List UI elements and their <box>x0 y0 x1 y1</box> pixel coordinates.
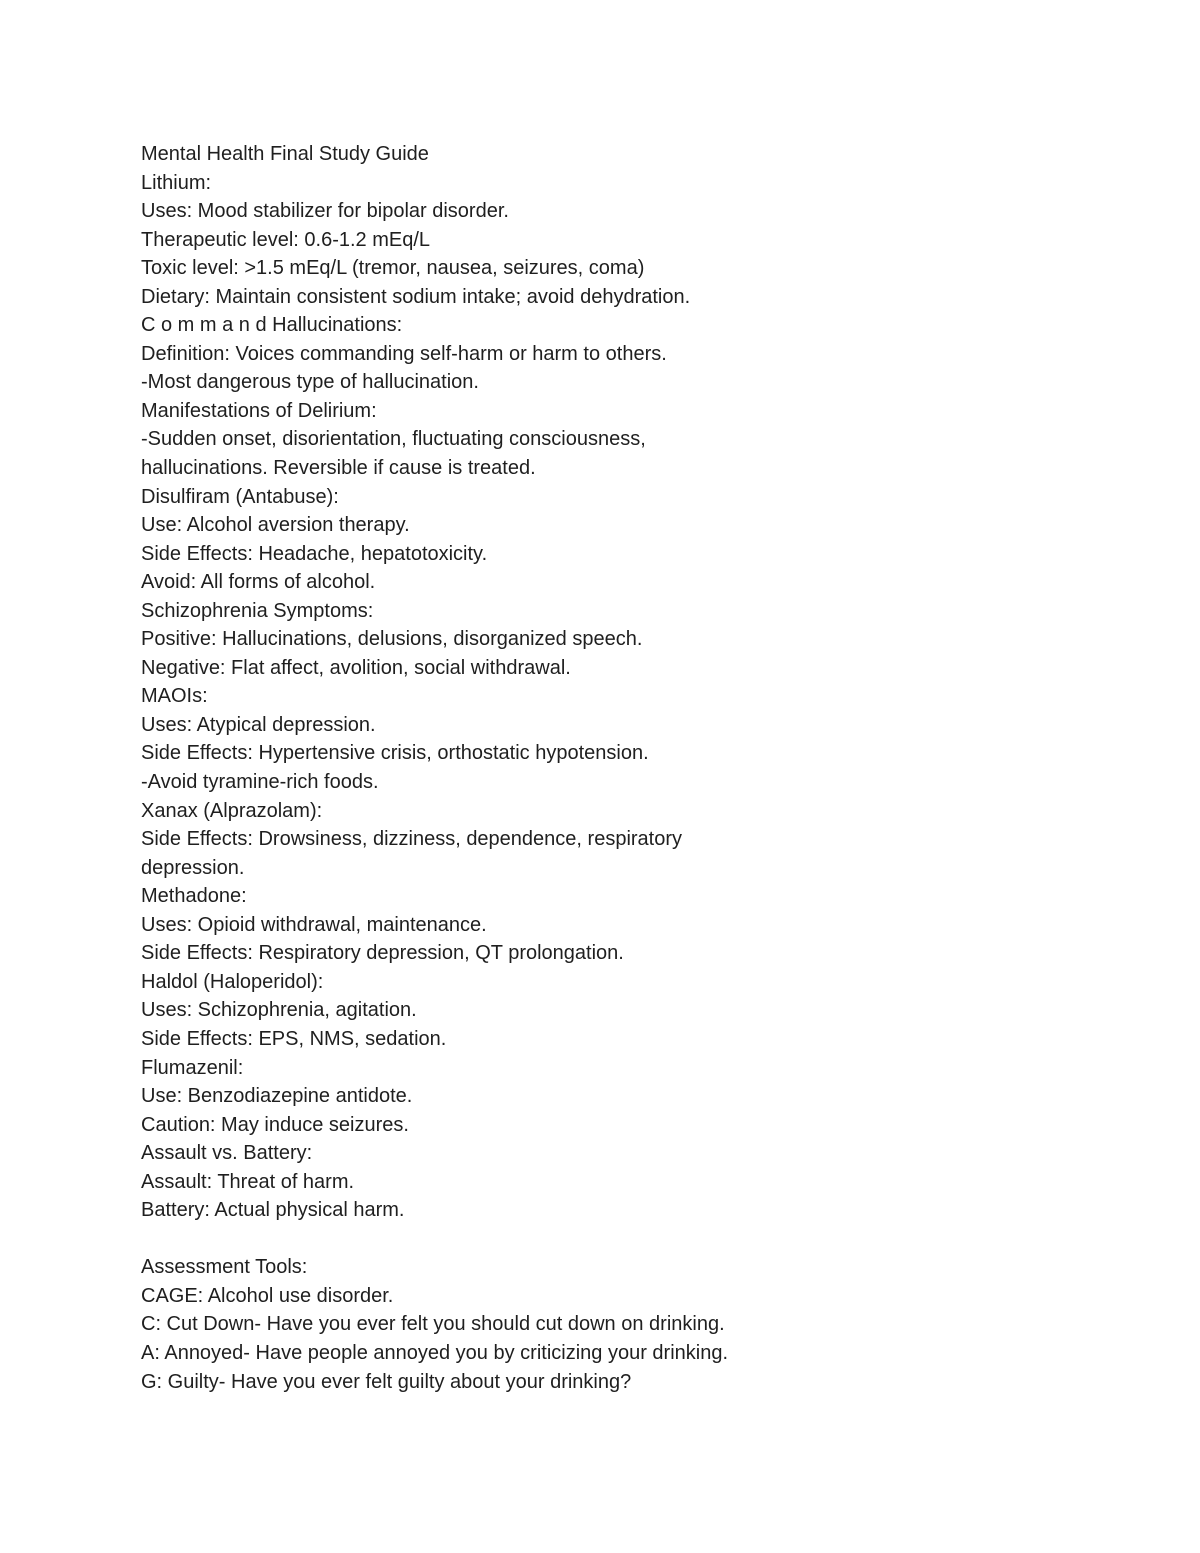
text-line: Dietary: Maintain consistent sodium intake; avoid dehydration. <box>141 285 691 308</box>
line-lithium-heading: Lithium: <box>141 171 212 194</box>
line-assault-battery-heading: Assault vs. Battery: <box>141 1142 313 1165</box>
line-command-hallucinations-heading: C o m m a n d Hallucinations: <box>141 314 403 337</box>
text-line: Uses: Atypical depression. <box>141 713 376 736</box>
text-line: A: Annoyed- Have people annoyed you by criticizing your drinking. <box>141 1341 729 1364</box>
line-delirium-heading: Manifestations of Delirium: <box>141 399 377 422</box>
text-line: Uses: Schizophrenia, agitation. <box>141 999 417 1022</box>
document-title: Mental Health Final Study Guide <box>141 143 429 165</box>
text-line: Positive: Hallucinations, delusions, disorganized speech. <box>141 628 643 651</box>
text-line: Caution: May induce seizures. <box>141 1113 409 1136</box>
text-line: Use: Alcohol aversion therapy. <box>141 514 410 537</box>
text-line: Use: Benzodiazepine antidote. <box>141 1085 413 1108</box>
text-line: Side Effects: Headache, hepatotoxicity. <box>141 542 488 565</box>
text-line: C: Cut Down- Have you ever felt you should cut down on drinking. <box>141 1313 725 1336</box>
text-line: Toxic level: >1.5 mEq/L (tremor, nausea, seizures, coma) <box>141 257 645 280</box>
text-line: Assault: Threat of harm. <box>141 1170 355 1193</box>
text-line: Uses: Opioid withdrawal, maintenance. <box>141 913 487 936</box>
text-line: Side Effects: Drowsiness, dizziness, dependence, respiratory <box>141 828 683 851</box>
text-line: Side Effects: Hypertensive crisis, orthostatic hypotension. <box>141 742 649 765</box>
text-line: Side Effects: EPS, NMS, sedation. <box>141 1027 447 1050</box>
blank-line <box>141 1225 1041 1254</box>
line-assessment-tools-heading: Assessment Tools: <box>141 1256 308 1279</box>
text-line: Uses: Mood stabilizer for bipolar disorder. <box>141 200 509 223</box>
text-line: CAGE: Alcohol use disorder. <box>141 1284 394 1307</box>
document-body <box>141 140 1041 1396</box>
line-xanax-heading: Xanax (Alprazolam): <box>141 799 323 822</box>
line-haldol-heading: Haldol (Haloperidol): <box>141 970 324 993</box>
text-line: Battery: Actual physical harm. <box>141 1199 405 1222</box>
line-disulfiram-heading: Disulfiram (Antabuse): <box>141 485 339 508</box>
text-line: Definition: Voices commanding self-harm or harm to others. <box>141 342 667 365</box>
text-line: Therapeutic level: 0.6-1.2 mEq/L <box>141 228 431 251</box>
text-line: -Most dangerous type of hallucination. <box>141 371 479 394</box>
text-line: Negative: Flat affect, avolition, social withdrawal. <box>141 656 571 679</box>
line-maois-heading: MAOIs: <box>141 685 208 708</box>
text-line: Avoid: All forms of alcohol. <box>141 571 376 594</box>
text-line: -Sudden onset, disorientation, fluctuating consciousness, <box>141 428 646 451</box>
text-line: -Avoid tyramine-rich foods. <box>141 771 379 794</box>
line-schizophrenia-heading: Schizophrenia Symptoms: <box>141 599 374 622</box>
text-line: depression. <box>141 856 245 879</box>
line-flumazenil-heading: Flumazenil: <box>141 1056 244 1079</box>
text-line: hallucinations. Reversible if cause is treated. <box>141 457 536 480</box>
line-methadone-heading: Methadone: <box>141 885 247 908</box>
text-line: Side Effects: Respiratory depression, QT prolongation. <box>141 942 624 965</box>
text-line: G: Guilty- Have you ever felt guilty about your drinking? <box>141 1370 632 1393</box>
